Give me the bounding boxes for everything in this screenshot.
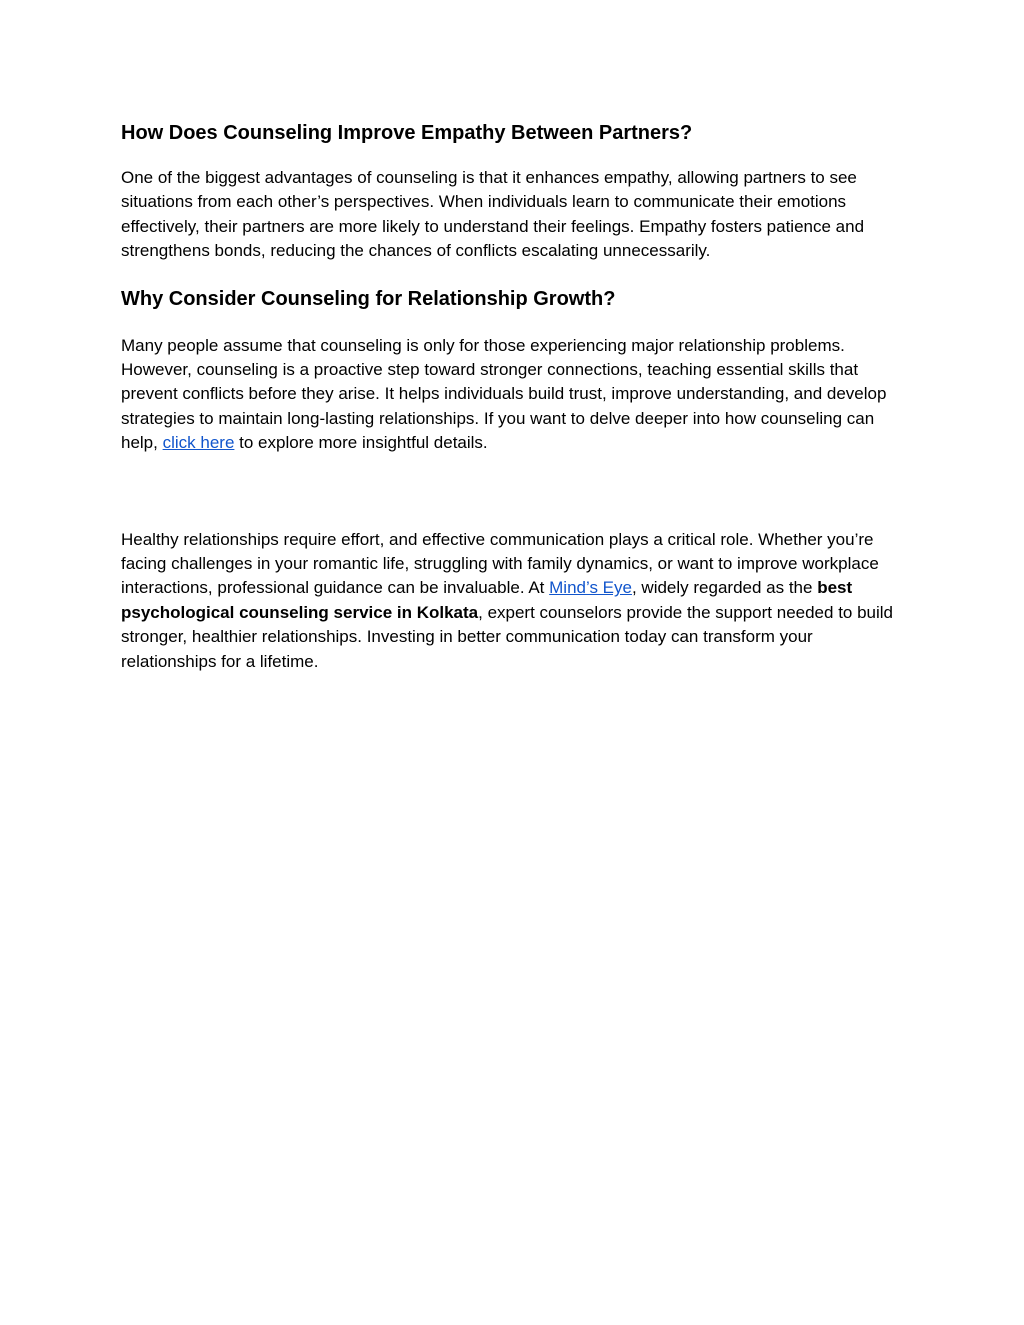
bold-service-text: best psychological counseling service in Kolkata xyxy=(121,578,853,622)
minds-eye-link[interactable]: Mind’s Eye xyxy=(549,578,632,598)
paragraph-closing xyxy=(121,528,911,674)
paragraph-relationship-growth xyxy=(121,334,911,456)
document-page xyxy=(121,118,911,674)
heading-relationship-growth: Why Consider Counseling for Relationship Growth? xyxy=(121,287,616,310)
paragraph-text: to explore more insightful details. xyxy=(234,433,488,453)
paragraph-text: Healthy relationships require effort, and effective communication plays a critical role. Whether you’re facing challenges in your romantic life, struggling with family dynamics, or want to improve workplace interactions, professional guidance can be invaluable. At xyxy=(121,529,879,598)
paragraph-text: Many people assume that counseling is only for those experiencing major relationship problems. However, counseling is a proactive step toward stronger connections, teaching essential skills that prevent conflicts before they arise. It helps individuals build trust, improve understanding, and develop strategies to maintain long-lasting relationships. If you want to delve deeper into how counseling can help, xyxy=(121,335,887,453)
click-here-link[interactable]: click here xyxy=(162,433,235,453)
paragraph-text: , expert counselors provide the support needed to build stronger, healthier relationships. Investing in better communication today can transform your relationships for a lifetime. xyxy=(121,602,894,671)
paragraph-text: , widely regarded as the xyxy=(631,578,818,598)
paragraph-empathy: One of the biggest advantages of counseling is that it enhances empathy, allowing partners to see situations from each other’s perspectives. When individuals learn to communicate their emotions effectively, their partners are more likely to understand their feelings. Empathy fosters patience and strengthens bonds, reducing the chances of conflicts escalating unnecessarily. xyxy=(121,168,865,261)
heading-empathy: How Does Counseling Improve Empathy Between Partners? xyxy=(121,122,693,144)
